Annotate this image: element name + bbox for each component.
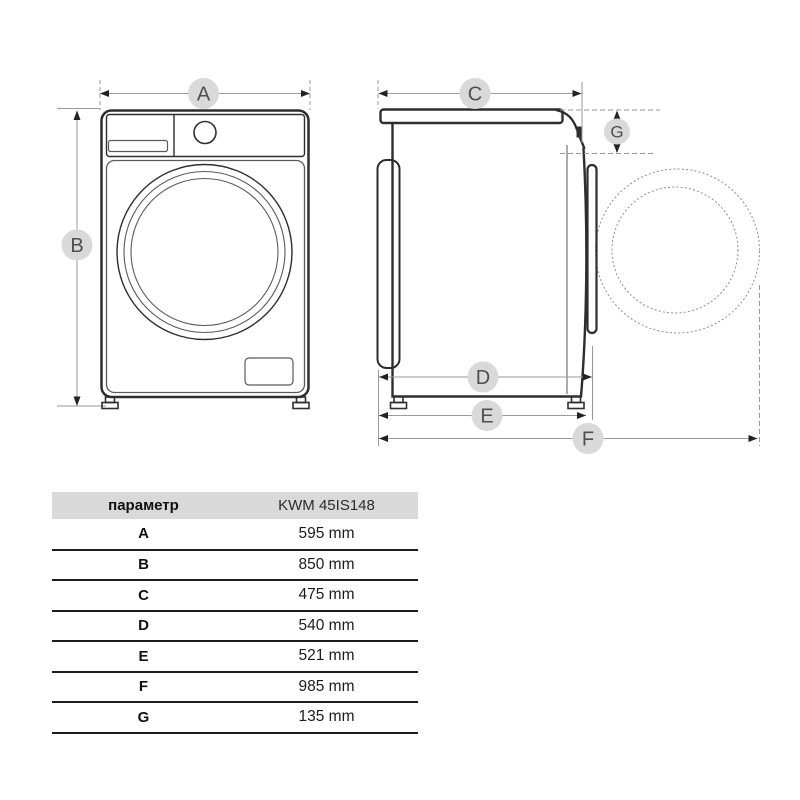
arrowhead-left (100, 90, 109, 97)
front-view (57, 78, 310, 409)
open-door-outline (596, 169, 760, 333)
dim-label-g (604, 119, 630, 145)
open-door-edge (588, 165, 597, 333)
side-front-foot (568, 397, 584, 409)
arrowhead-left (379, 90, 388, 97)
header-parameter: параметр (108, 497, 179, 514)
arrowhead-up (614, 111, 621, 120)
value-cell: 475 mm (298, 586, 355, 604)
dim-letter-g: G (610, 122, 624, 142)
header-model: KWM 45IS148 (278, 497, 375, 514)
filter-hatch (245, 358, 293, 385)
side-body (393, 123, 587, 397)
dim-label-d (468, 362, 499, 393)
param-cell: A (138, 525, 149, 543)
arrowhead-up (74, 111, 81, 121)
front-right-foot (293, 397, 309, 409)
value-cell: 850 mm (298, 555, 355, 573)
table-row (52, 702, 418, 733)
dim-label-b (62, 230, 93, 261)
param-cell: E (138, 647, 149, 665)
rear-bulge (378, 160, 400, 368)
value-cell: 135 mm (298, 708, 355, 726)
dim-label-f (573, 423, 604, 454)
table-row (52, 580, 418, 611)
value-cell: 521 mm (298, 647, 355, 665)
arrowhead-right (573, 90, 582, 97)
table-header-row (52, 492, 418, 519)
arrowhead-left (379, 435, 388, 442)
dim-letter-c: C (467, 83, 483, 106)
dim-letter-e: E (480, 405, 494, 428)
dim-letter-a: A (196, 83, 211, 106)
param-cell: B (138, 556, 149, 574)
door-porthole (131, 179, 278, 326)
dim-letter-d: D (475, 367, 491, 389)
dimension-f (379, 435, 758, 442)
spec-table (52, 492, 418, 734)
door-ring-outer (117, 165, 292, 340)
param-cell: C (138, 586, 149, 604)
param-cell: D (138, 617, 149, 635)
side-back-foot (391, 397, 407, 409)
arrowhead-down (614, 144, 621, 153)
program-knob (194, 122, 216, 144)
arrowhead-right (301, 90, 310, 97)
front-left-foot (102, 397, 118, 409)
dim-letter-f: F (581, 428, 595, 451)
door-ring-middle (124, 172, 285, 333)
dim-label-c (460, 78, 491, 109)
value-cell: 540 mm (298, 616, 355, 634)
table-row (52, 550, 418, 581)
value-cell: 985 mm (298, 677, 355, 695)
open-door-inner-outline (612, 187, 738, 313)
table-row (52, 519, 418, 550)
dim-letter-b: B (70, 235, 84, 257)
table-row (52, 641, 418, 672)
arrowhead-left (379, 412, 388, 419)
arrowhead-right (749, 435, 758, 442)
table-row (52, 611, 418, 642)
arrowhead-down (74, 397, 81, 407)
param-cell: F (138, 678, 149, 696)
dim-label-a (188, 78, 219, 109)
dim-label-e (472, 400, 503, 431)
spec-table-container (52, 492, 418, 734)
param-cell: G (137, 708, 150, 726)
value-cell: 595 mm (298, 524, 355, 542)
top-lid (381, 110, 563, 124)
arrowhead-left (379, 374, 388, 381)
arrowhead-right (577, 412, 586, 419)
side-view (378, 78, 760, 454)
arrowhead-right (583, 374, 592, 381)
detergent-drawer-handle (109, 141, 168, 152)
table-row (52, 672, 418, 703)
